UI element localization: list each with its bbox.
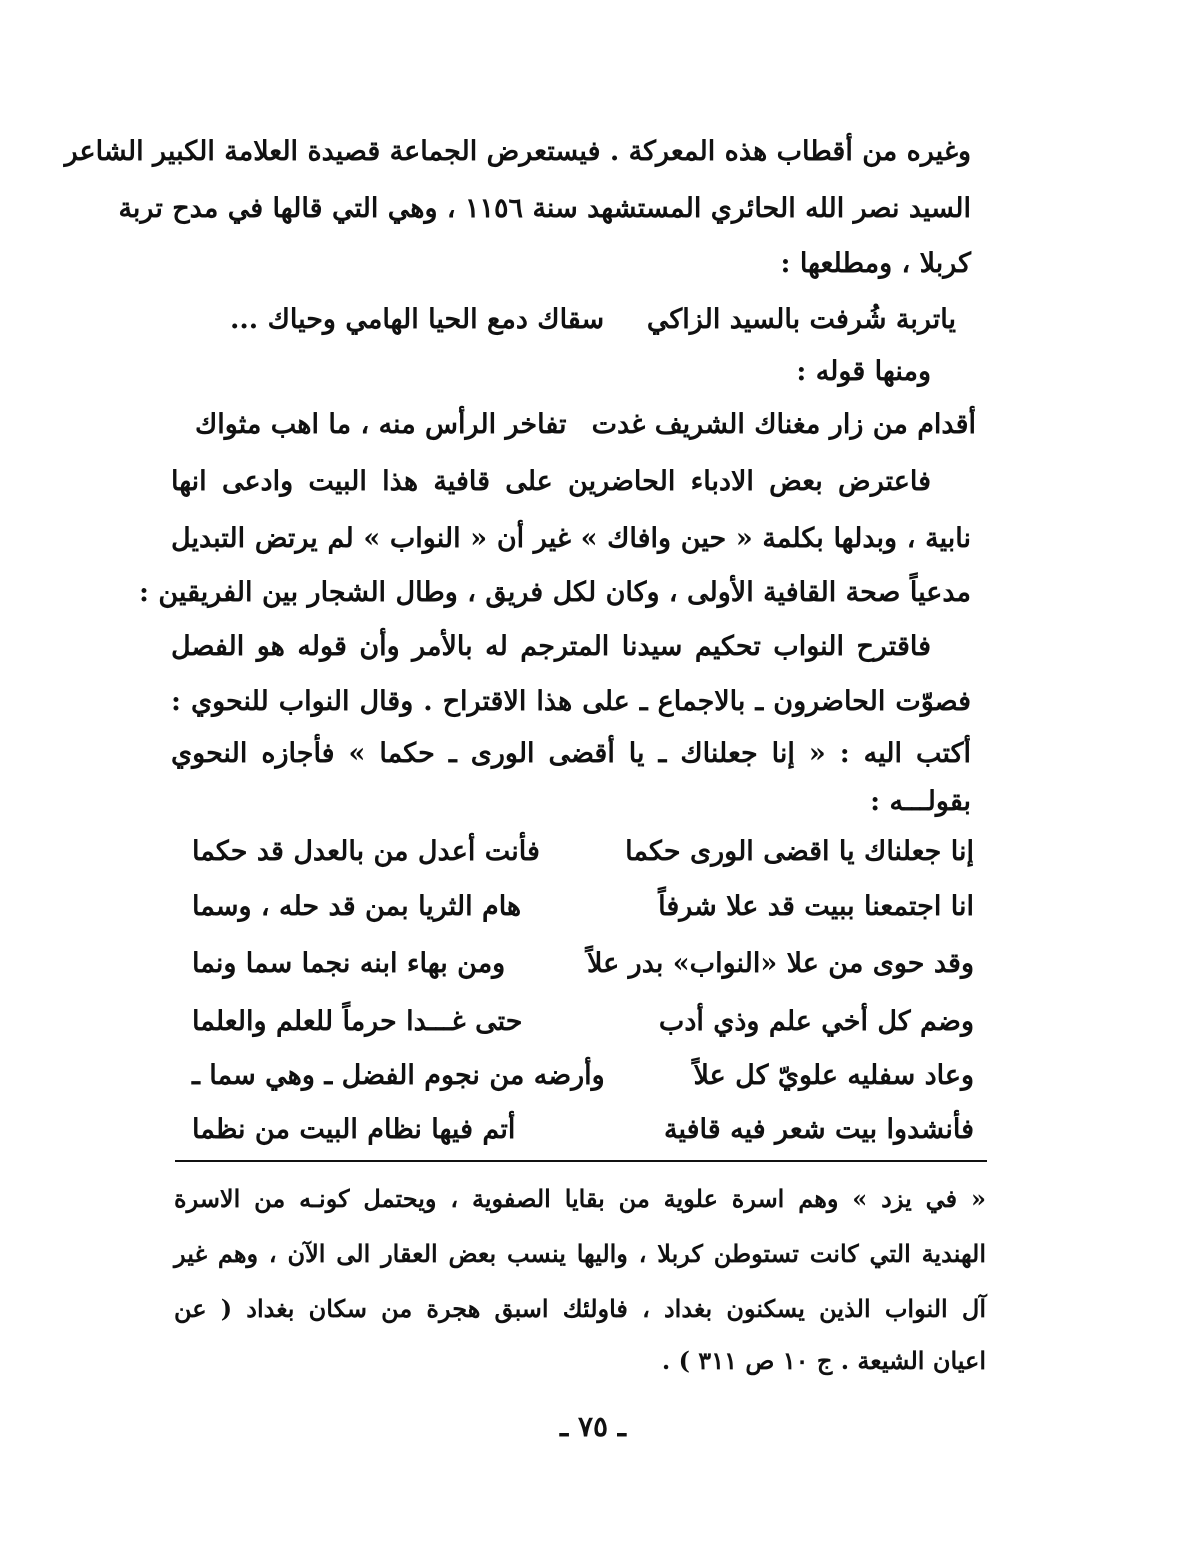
body-line: بقولـــه : [870,786,971,817]
poem-second-hemistich: وأرضه من نجوم الفضل ـ وهي سما ـ [192,1060,605,1091]
poem-first-hemistich: انا اجتمعنا ببيت قد علا شرفاً [658,891,974,922]
poem-first-hemistich: وقد حوى من علا «النواب» بدر علاً [587,948,974,979]
poem-second-hemistich: حتى غـــدا حرماً للعلم والعلما [192,1006,523,1037]
verse-second-hemistich: تفاخر الرأس منه ، ما اهب مثواك [195,409,567,440]
poem-first-hemistich: فأنشدوا بيت شعر فيه قافية [664,1114,974,1145]
body-line: ومنها قوله : [796,356,931,387]
footnote-line: الهندية التي كانت تستوطن كربلا ، واليها ينسب بعض العقار الى الآن ، وهم غير [174,1239,986,1268]
poem-second-hemistich: ومن بهاء ابنه نجما سما ونما [192,948,506,979]
poem-second-hemistich: فأنت أعدل من بالعدل قد حكما [192,836,540,867]
verse-second-hemistich: سقاك دمع الحيا الهامي وحياك ... [230,304,605,335]
poem-second-hemistich: أتم فيها نظام البيت من نظما [192,1114,516,1145]
body-line: نابية ، وبدلها بكلمة « حين وافاك » غير أن « النواب » لم يرتض التبديل [171,523,972,554]
verse-first-hemistich: ياتربة شُرفت بالسيد الزاكي [646,304,956,335]
poem-first-hemistich: إنا جعلناك يا اقضى الورى حكما [625,836,974,867]
footnote-line: « في يزد » وهم اسرة علوية من بقايا الصفوية ، ويحتمل كونـه من الاسرة [174,1184,986,1213]
poem-first-hemistich: وضم كل أخي علم وذي أدب [658,1006,974,1037]
body-line: كربلا ، ومطلعها : [780,248,971,279]
body-line: فصوّت الحاضرون ـ بالاجماع ـ على هذا الاقتراح . وقال النواب للنحوي : [171,686,971,717]
body-line: مدعياً صحة القافية الأولى ، وكان لكل فريق ، وطال الشجار بين الفريقين : [139,577,971,608]
page-number: ـ ٧٥ ـ [560,1410,626,1443]
footnote-line: اعيان الشيعة . ج ١٠ ص ٣١١ ) . [661,1346,986,1375]
body-line: فاقترح النواب تحكيم سيدنا المترجم له بالأمر وأن قوله هو الفصل [171,631,931,662]
body-line: أكتب اليه : « إنا جعلناك ـ يا أقضى الورى ـ حكما » فأجازه النحوي [171,738,971,769]
body-line: السيد نصر الله الحائري المستشهد سنة ١١٥٦ ، وهي التي قالها في مدح تربة [118,193,971,224]
poem-first-hemistich: وعاد سفليه علويّ كل علاً [693,1060,974,1091]
poem-second-hemistich: هام الثريا بمن قد حله ، وسما [192,891,522,922]
verse-first-hemistich: أقدام من زار مغناك الشريف غدت [591,409,976,440]
footnote-line: آل النواب الذين يسكنون بغداد ، فاولئك اسبق هجرة من سكان بغداد ( عن [174,1294,986,1323]
body-line: وغيره من أقطاب هذه المعركة . فيستعرض الجماعة قصيدة العلامة الكبير الشاعر [64,136,971,167]
footnote-divider [175,1160,987,1162]
body-line: فاعترض بعض الادباء الحاضرين على قافية هذا البيت وادعى انها [171,466,931,497]
